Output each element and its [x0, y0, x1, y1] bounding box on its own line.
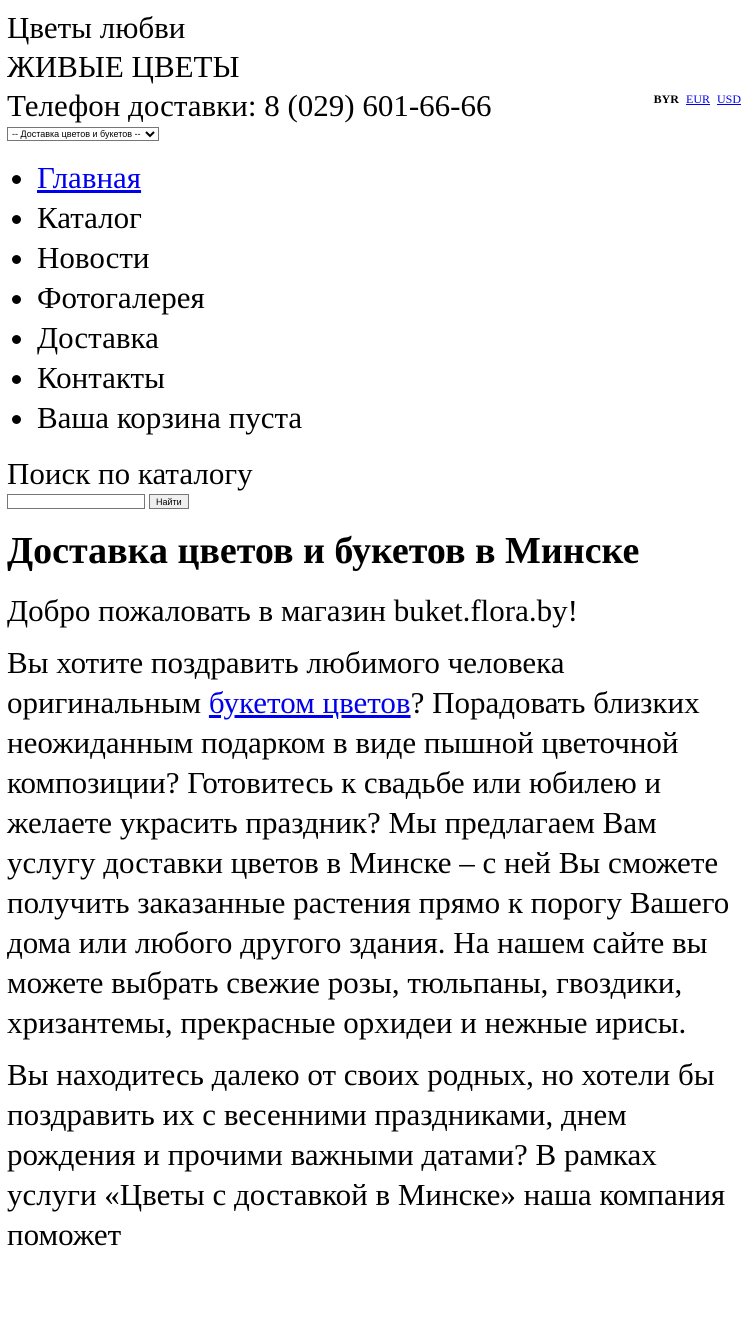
search-input[interactable]	[7, 494, 145, 509]
currency-usd-link[interactable]: USD	[716, 92, 741, 106]
nav-item-news[interactable]: • Новости	[37, 238, 750, 278]
nav-item-home[interactable]	[37, 158, 750, 198]
currency-byr: BYR	[653, 92, 679, 106]
main-nav	[0, 158, 750, 438]
nav-item-gallery[interactable]: • Фотогалерея	[37, 278, 750, 318]
site-name: Цветы любви	[7, 10, 186, 45]
intro-paragraph	[7, 643, 743, 1043]
site-header	[0, 0, 750, 125]
second-paragraph: Вы находитесь далеко от своих родных, но хотели бы поздравить их с весенними праздниками, днем рождения и прочими важными датами? В рамках услуги «Цветы с доставкой в Минске» наша компания поможет	[7, 1057, 726, 1252]
intro-text-before: Вы хотите поздравить любимого человека оригинальным	[7, 645, 565, 720]
nav-item-cart[interactable]: • Ваша корзина пуста	[37, 398, 750, 438]
site-tagline: ЖИВЫЕ ЦВЕТЫ	[7, 49, 240, 84]
search-form	[7, 494, 750, 509]
nav-item-contacts[interactable]: • Контакты	[37, 358, 750, 398]
intro-text-after: ? Порадовать близких неожиданным подарком в виде пышной цветочной композиции? Готовитесь к свадьбе или юбилею и желаете украсить праздник? Мы предлагаем Вам услугу доставки цветов в Минске – с ней Вы сможете получить заказанные растения прямо к порогу Вашего дома или любого другого здания. На нашем сайте вы можете выбрать свежие розы, тюльпаны, гвоздики, хризантемы, прекрасные орхидеи и нежные ирисы.	[7, 685, 730, 1040]
nav-item-delivery[interactable]: • Доставка	[37, 318, 750, 358]
search-title: Поиск по каталогу	[7, 456, 253, 491]
page-title: Доставка цветов и букетов в Минске	[7, 530, 640, 572]
nav-link-home[interactable]: Главная	[37, 160, 142, 195]
welcome-text: Добро пожаловать в магазин buket.flora.by!	[7, 593, 578, 628]
category-select[interactable]	[7, 127, 159, 141]
currency-eur-link[interactable]: EUR	[685, 92, 710, 106]
search-button[interactable]: Найти	[149, 494, 189, 509]
bouquet-link[interactable]: букетом цветов	[208, 685, 411, 720]
nav-item-catalog[interactable]: • Каталог	[37, 198, 750, 238]
delivery-phone: Телефон доставки: 8 (029) 601-66-66	[7, 88, 492, 123]
currency-switcher	[650, 92, 741, 107]
